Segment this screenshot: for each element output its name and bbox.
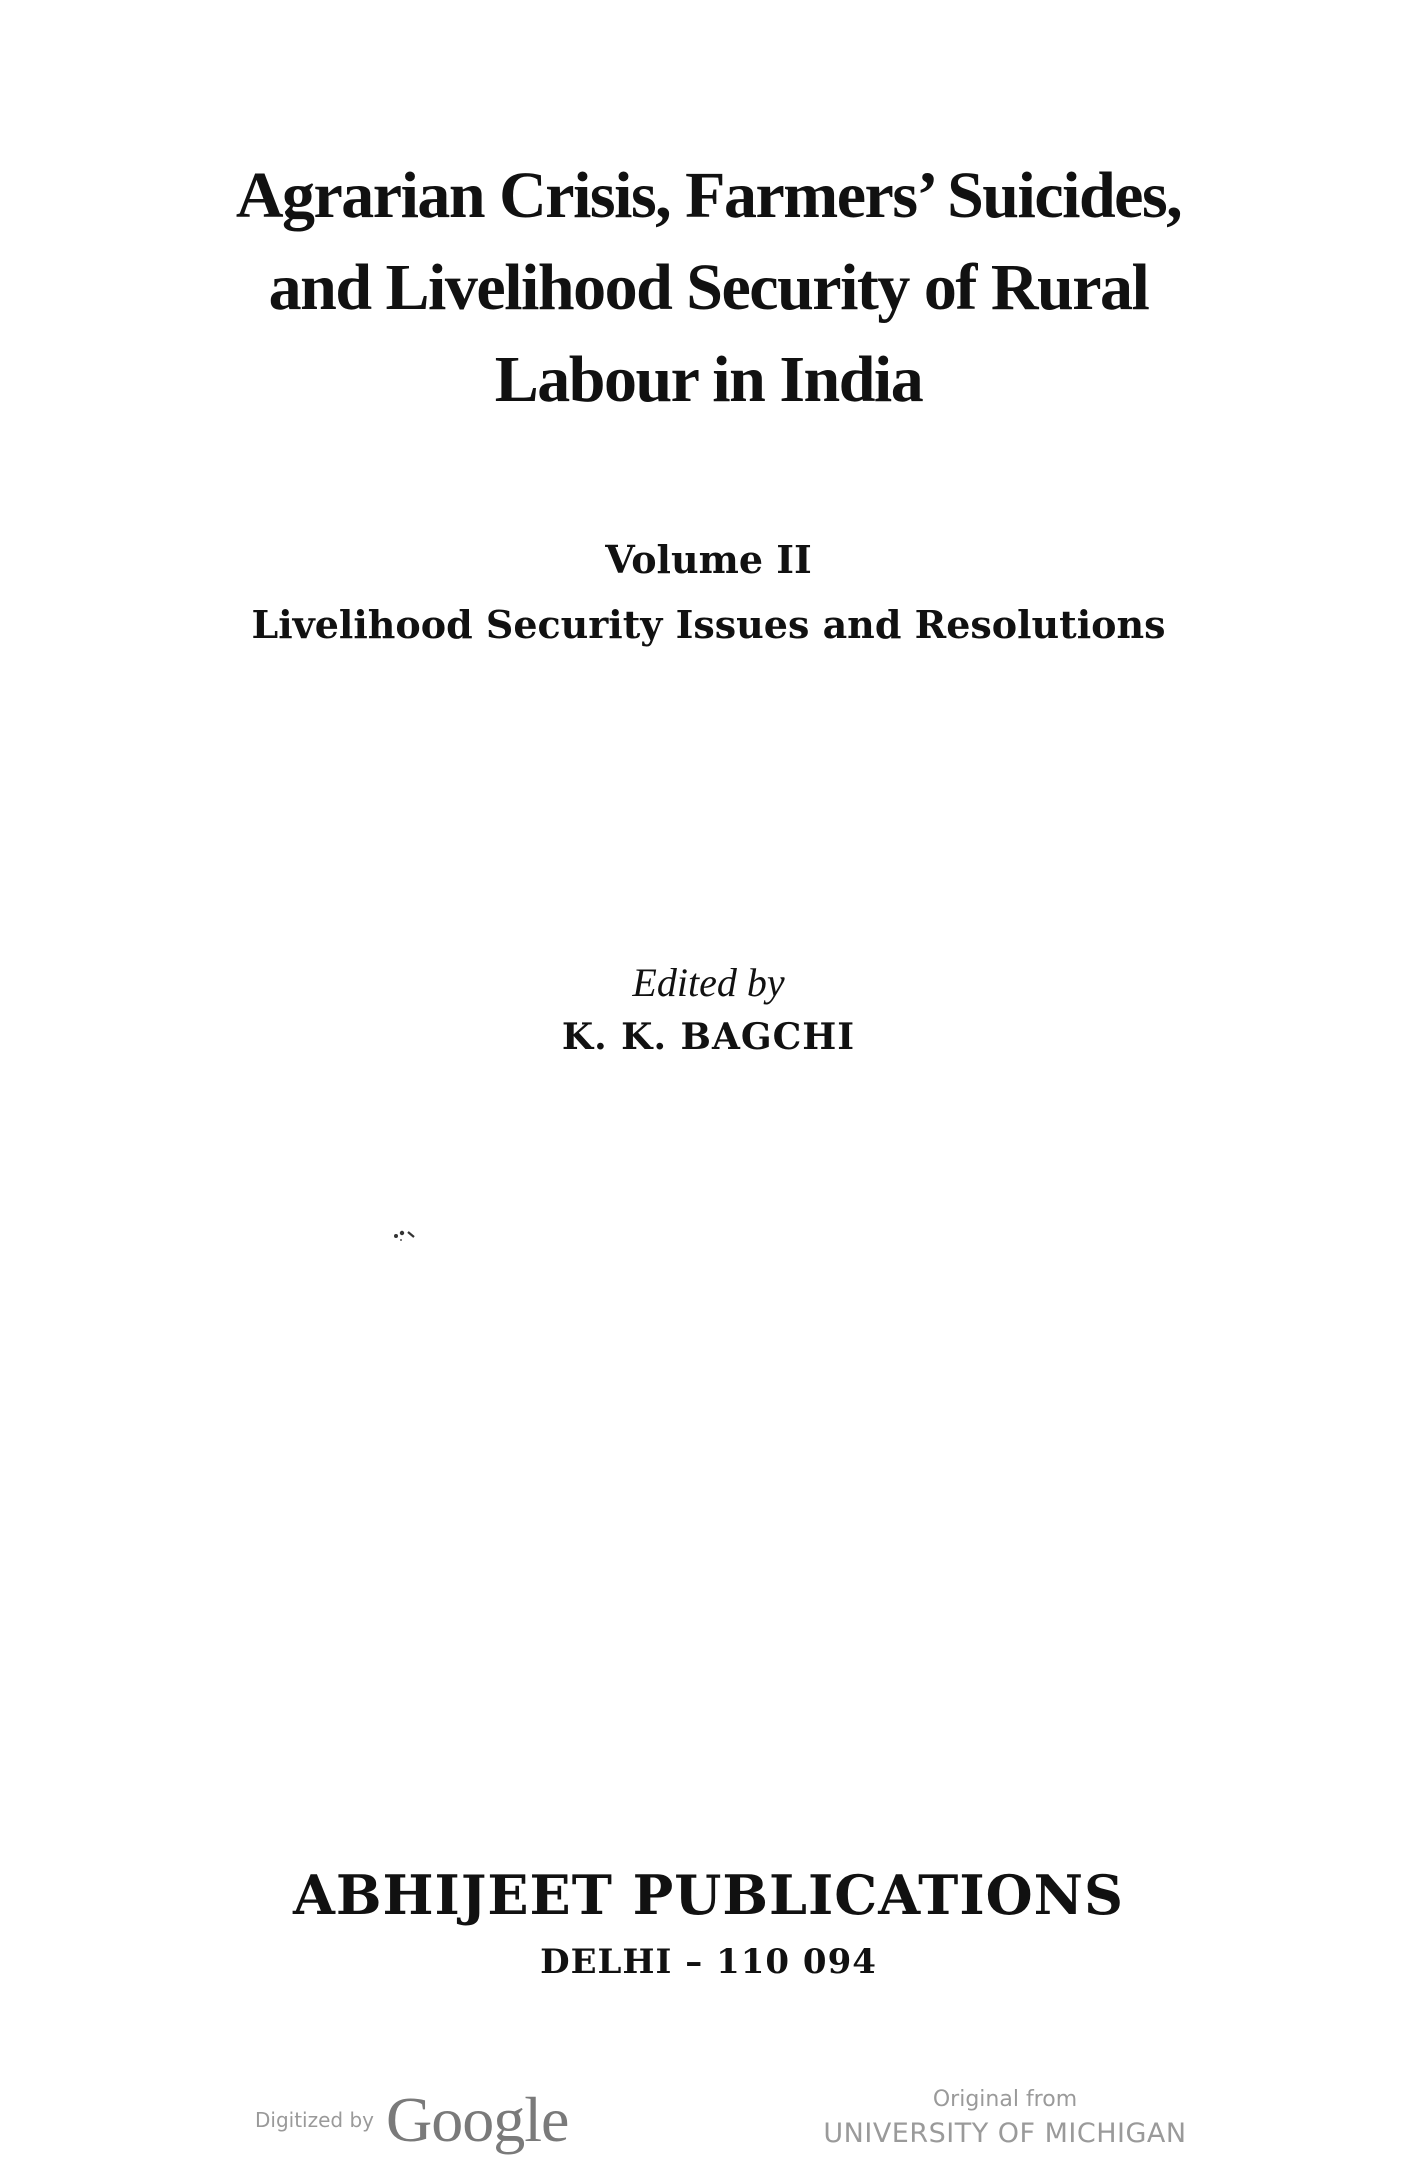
volume-subtitle: Livelihood Security Issues and Resolutions <box>251 602 1166 647</box>
book-title-line-2: and Livelihood Security of Rural <box>268 251 1149 324</box>
digitized-by-label: Digitized by <box>255 2108 374 2132</box>
book-title <box>0 150 1417 426</box>
editor-name: K. K. BAGCHI <box>561 1016 856 1058</box>
digitized-by-watermark <box>255 2080 568 2160</box>
volume-number: Volume II <box>605 537 812 582</box>
original-from-watermark <box>800 2085 1210 2153</box>
original-from-label: Original from <box>932 2087 1078 2112</box>
book-title-line-1: Agrarian Crisis, Farmers’ Suicides, <box>235 159 1182 232</box>
book-title-line-3: Labour in India <box>494 343 923 416</box>
google-logo: Google <box>386 2084 569 2155</box>
edited-by-label: Edited by <box>632 960 785 1005</box>
original-source: UNIVERSITY OF MICHIGAN <box>823 2118 1187 2149</box>
publisher-name: ABHIJEET PUBLICATIONS <box>293 1863 1124 1927</box>
publisher-city: DELHI – 110 094 <box>540 1942 877 1982</box>
scan-speck <box>392 1228 422 1242</box>
